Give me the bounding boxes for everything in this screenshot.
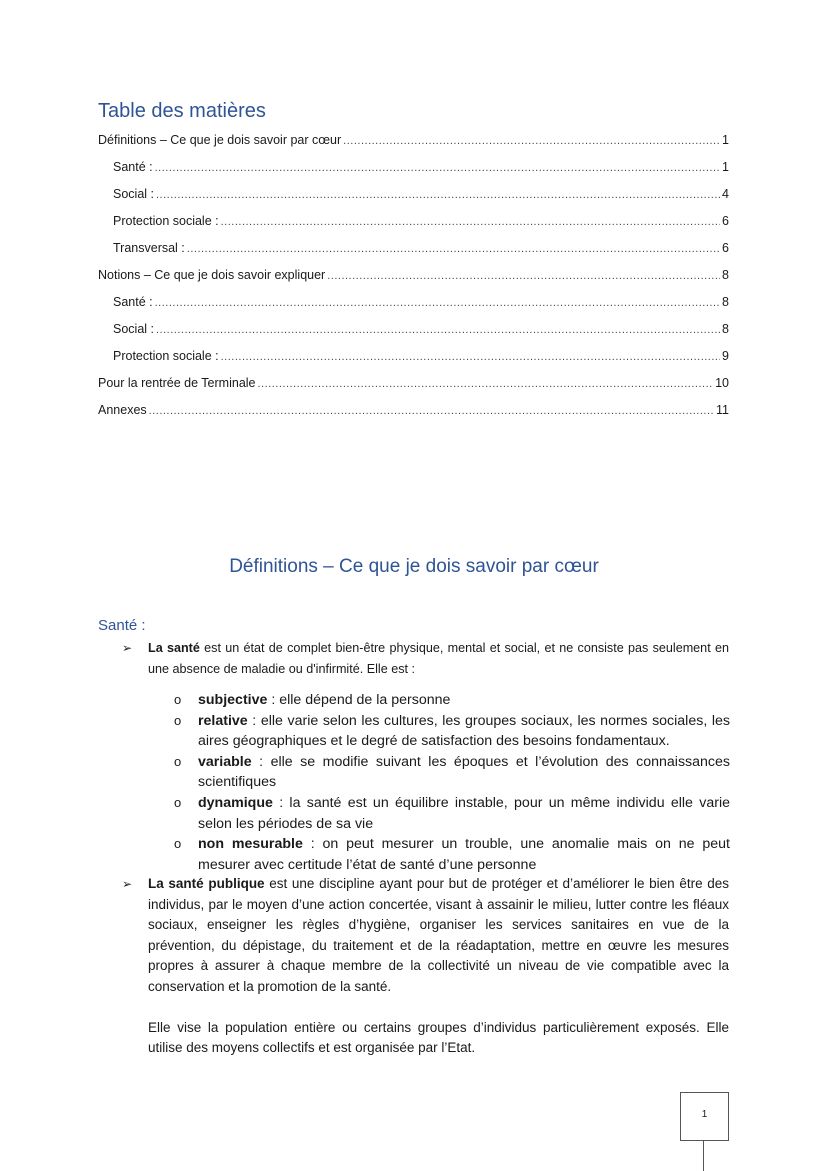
toc-leader-dots: [155, 155, 720, 182]
circle-bullet-icon: o: [174, 753, 182, 769]
toc-entry[interactable]: [98, 343, 729, 370]
quality-term: non mesurable: [198, 836, 303, 853]
toc-entry[interactable]: [98, 208, 729, 235]
toc-entry-page: 6: [722, 214, 729, 228]
toc-entry[interactable]: [98, 181, 729, 208]
toc-entry-page: 8: [722, 268, 729, 282]
toc-entry[interactable]: [98, 154, 729, 181]
quality-term: variable: [198, 753, 252, 770]
toc-leader-dots: [187, 236, 720, 263]
toc-entry-label: Santé :: [113, 295, 153, 309]
toc-entry-label: Santé :: [113, 160, 153, 174]
page-number: 1: [701, 1109, 708, 1120]
quality-term: subjective: [198, 692, 268, 708]
toc-heading: Table des matières: [98, 100, 266, 122]
toc-leader-dots: [156, 182, 720, 209]
toc-entry-page: 6: [722, 241, 729, 255]
circle-bullet-icon: o: [174, 692, 182, 707]
toc-entry-page: 10: [715, 376, 729, 390]
arrow-bullet-icon: ➢: [122, 877, 133, 891]
toc-entry-label: Définitions – Ce que je dois savoir par cœur: [98, 133, 342, 147]
quality-text: : elle dépend de la personne: [267, 692, 451, 708]
toc-entry-page: 8: [722, 322, 729, 336]
toc-entry-label: Social :: [113, 187, 154, 201]
definition-text: [148, 874, 729, 998]
list-item: [174, 793, 730, 834]
definition-body: est un état de complet bien-être physique, mental et social, et ne consiste pas seulement en une absence de maladie ou d'infirmité. Elle est :: [148, 641, 729, 676]
page-number-box: [680, 1092, 729, 1141]
circle-bullet-icon: o: [174, 836, 182, 852]
section-title: Définitions – Ce que je dois savoir par cœur: [229, 556, 599, 577]
toc-entry-label: Notions – Ce que je dois savoir expliquer: [98, 268, 326, 282]
quality-text: : elle se modifie suivant les époques et l’évolution des connaissances scientifiques: [198, 753, 730, 791]
list-item: [174, 711, 730, 752]
quality-text: : elle varie selon les cultures, les groupes sociaux, les normes sociales, les aires géographiques et le degré de satisfaction des besoins fondamentaux.: [198, 712, 730, 750]
toc-entry[interactable]: [98, 235, 729, 262]
quality-term: dynamique: [198, 794, 273, 811]
toc-entry[interactable]: [98, 127, 729, 154]
circle-bullet-icon: o: [174, 794, 182, 810]
definition-text: [148, 638, 729, 680]
quality-term: relative: [198, 712, 248, 729]
toc-entry[interactable]: [98, 397, 729, 424]
toc-entry-page: 8: [722, 295, 729, 309]
toc-leader-dots: [155, 290, 720, 317]
list-item: [174, 690, 730, 711]
subsection-heading: Santé :: [98, 617, 146, 634]
definition-term: La santé: [148, 641, 200, 655]
toc-entry-label: Protection sociale :: [113, 214, 219, 228]
circle-bullet-icon: o: [174, 712, 182, 728]
toc-entry-page: 4: [722, 187, 729, 201]
toc-entry[interactable]: [98, 262, 729, 289]
definition-bullet: [122, 874, 729, 1059]
toc-entry[interactable]: [98, 370, 729, 397]
toc-entry-label: Transversal :: [113, 241, 185, 255]
toc-entry-page: 1: [722, 133, 729, 147]
toc-entry-label: Annexes: [98, 403, 147, 417]
table-of-contents: [98, 127, 729, 424]
qualities-list: [174, 690, 730, 875]
toc-leader-dots: [343, 128, 720, 155]
list-item: [174, 752, 730, 793]
toc-leader-dots: [221, 209, 720, 236]
toc-entry[interactable]: [98, 316, 729, 343]
toc-entry[interactable]: [98, 289, 729, 316]
arrow-bullet-icon: ➢: [122, 641, 133, 655]
toc-leader-dots: [221, 344, 720, 371]
definition-paragraph: Elle vise la population entière ou certains groupes d’individus particulièrement exposés. Elle utilise des moyens collectifs et est organisée par l’Etat.: [148, 1019, 729, 1056]
toc-leader-dots: [156, 317, 720, 344]
definition-term: La santé publique: [148, 876, 265, 891]
toc-entry-page: 9: [722, 349, 729, 363]
toc-leader-dots: [327, 263, 720, 290]
toc-entry-label: Social :: [113, 322, 154, 336]
quality-text: : on peut mesurer un trouble, une anomalie mais on ne peut mesurer avec certitude l’état de santé d’une personne: [198, 836, 730, 873]
toc-leader-dots: [258, 371, 714, 398]
list-item: [174, 834, 730, 875]
toc-leader-dots: [149, 398, 714, 425]
toc-entry-page: 1: [722, 160, 729, 174]
toc-entry-page: 11: [716, 403, 729, 417]
toc-entry-label: Protection sociale :: [113, 349, 219, 363]
toc-entry-label: Pour la rentrée de Terminale: [98, 376, 256, 390]
definition-body: est une discipline ayant pour but de protéger et d’améliorer le bien être des individus, par le moyen d’une action concertée, visant à assainir le milieu, lutter contre les fléaux sociaux, enseigner les règles d’hygiène, organiser les services sanitaires en vue de la prévention, du dépistage, du traitement et de la réadaptation, mettre en œuvre les mesures propres à assurer à chaque membre de la collectivité un niveau de vie compatible avec la conservation et la promotion de la santé.: [148, 876, 729, 994]
page-number-line: [703, 1140, 704, 1171]
definition-bullet: [122, 638, 729, 680]
quality-text: : la santé est un équilibre instable, pour un même individu elle varie selon les périodes de sa vie: [198, 794, 730, 832]
